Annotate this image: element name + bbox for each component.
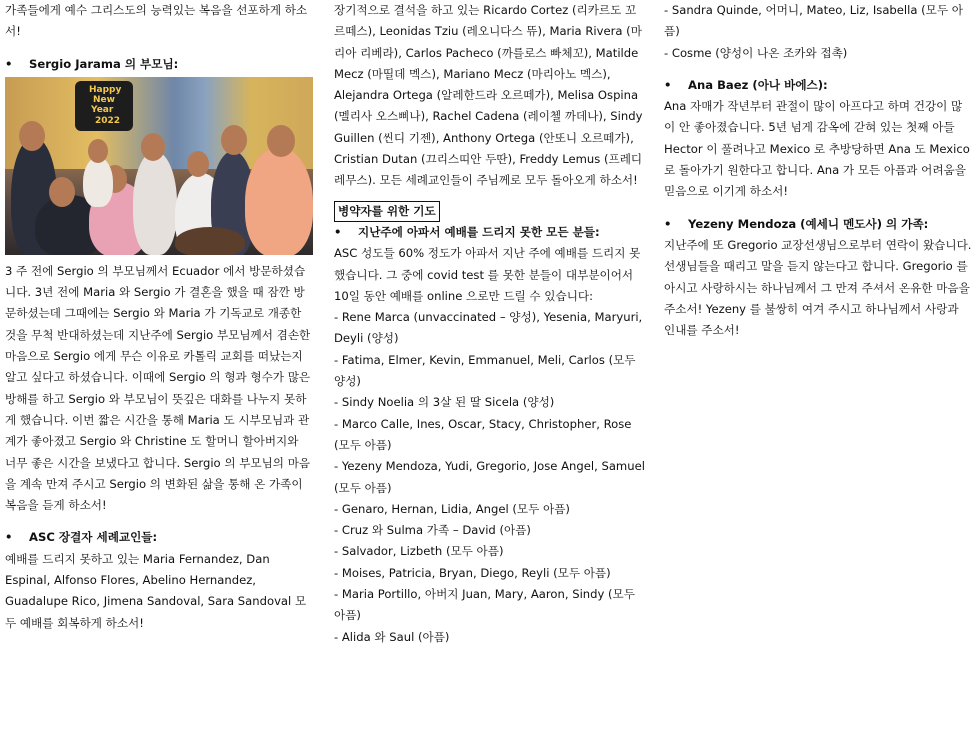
sick-list-item: - Marco Calle, Ines, Oscar, Stacy, Christopher, Rose (모두 아픔) — [334, 416, 632, 452]
asc-heading: • ASC 장결자 세례교인들: — [5, 527, 313, 548]
sick-list-item: - Genaro, Hernan, Lidia, Angel (모두 아픔) — [334, 501, 570, 516]
sergio-heading: • Sergio Jarama 의 부모님: — [5, 54, 313, 75]
family-photo — [5, 77, 313, 255]
yezeny-body: 지난주에 또 Gregorio 교장선생님으로부터 연락이 왔습니다. 선생님들을 때리고 말을 듣지 않는다고 합니다. Gregorio 를 아시고 사랑하시는 하나님께서 그 만져 주셔서 온유한 마음을 주소서! Yezeny 를 불쌍히 여겨 주시고 하나님께서 사랑과 인내를 주소서! — [664, 237, 972, 338]
banner-word-happy: Happy — [89, 84, 122, 95]
sick-prayer-heading: 병약자를 위한 기도 — [334, 201, 440, 222]
banner-word-year-number: 2022 — [95, 115, 121, 126]
sick-list-item: - Cruz 와 Sulma 가족 – David (아픔) — [334, 523, 531, 538]
column-middle — [334, 0, 646, 648]
sick-list-item: - Fatima, Elmer, Kevin, Emmanuel, Meli, Carlos (모두 양성) — [334, 352, 636, 389]
sick-heading: • 지난주에 아파서 예배를 드리지 못한 모든 분들: — [334, 222, 646, 243]
ana-body: Ana 자매가 작년부터 관절이 많이 아프다고 하며 건강이 많이 안 좋아졌습니다. 5년 넘게 감옥에 갇혀 있는 첫째 아들 Hector 이 풀려나고 Mexico 로 추방당하면 Ana 도 Mexico 로 돌아가기 원한다고 합니다. Ana 가 모든 아픔과 어려움을 믿음으로 이기게 하소서! — [664, 99, 970, 199]
sick-list-item: - Maria Portillo, 아버지 Juan, Mary, Aaron, Sindy (모두 아픔) — [334, 587, 635, 623]
column-right — [664, 0, 973, 341]
column-left — [5, 0, 313, 634]
sick-list-item: - Yezeny Mendoza, Yudi, Gregorio, Jose Angel, Samuel (모두 아픔) — [334, 459, 645, 495]
intro-text: 가족들에게 예수 그리스도의 능력있는 복음을 선포하게 하소서! — [5, 3, 308, 39]
new-year-banner — [75, 81, 133, 131]
asc-body: 예배를 드리지 못하고 있는 Maria Fernandez, Dan Espinal, Alfonso Flores, Abelino Hernandez, Guadalupe Rico, Jimena Sandoval, Sara Sandoval 모두 예배를 회복하게 하소서! — [5, 551, 307, 630]
banner-word-new: New — [93, 94, 115, 105]
sick-list-item: - Sandra Quinde, 어머니, Mateo, Liz, Isabella (모두 아픔) — [664, 3, 963, 39]
absent-members-text: 장기적으로 결석을 하고 있는 Ricardo Cortez (리카르도 꼬르떼스), Leonidas Tziu (레오니다스 뜌), Maria Rivera (마리아 리베라), Carlos Pacheco (까를로스 빠체꼬), Matilde Mecz (마띨데 멕스), Mariano Mecz (마리아노 멕스), Alejandra Ortega (알레한드라 오르떼가), Melisa Ospina (멜리사 오스삐나), Rachel Cadena (레이첼 까데나), Sindy Guillen (씬디 기젠), Anthony Ortega (안또니 오르떼가), Cristian Dutan (끄리스띠안 두딴), Freddy Lemus (프레디 레무스). 모든 세례교인들이 주님께로 모두 돌아오게 하소서! — [334, 3, 643, 188]
sick-body: ASC 성도들 60% 정도가 아파서 지난 주에 예배를 드리지 못했습니다. 그 중에 covid test 를 못한 분들이 대부분이어서 10일 동안 예배를 online 으로만 드릴 수 있습니다: — [334, 246, 641, 303]
banner-word-year: Year — [91, 104, 114, 115]
sick-list-item: - Cosme (양성이 나온 조카와 접촉) — [664, 45, 848, 60]
sick-list-item: - Rene Marca (unvaccinated – 양성), Yesenia, Maryuri, Deyli (양성) — [334, 310, 643, 346]
sick-list-item: - Alida 와 Saul (아픔) — [334, 629, 450, 644]
yezeny-heading: • Yezeny Mendoza (예세니 멘도사) 의 가족: — [664, 214, 973, 235]
sick-list-item: - Salvador, Lizbeth (모두 아픔) — [334, 544, 504, 559]
sick-list-item: - Moises, Patricia, Bryan, Diego, Reyli (모두 아픔) — [334, 565, 611, 580]
sick-list-item: - Sindy Noelia 의 3살 된 딸 Sicela (양성) — [334, 395, 555, 410]
ana-heading: • Ana Baez (아나 바에스): — [664, 75, 973, 96]
sergio-body: 3 주 전에 Sergio 의 부모님께서 Ecuador 에서 방문하셨습니다. 3년 전에 Maria 와 Sergio 가 결혼을 했을 때 잠깐 방문하셨는데 그때에는 Sergio 와 Maria 가 기독교로 개종한 것을 무척 반대하셨는데 지난주에 Sergio 부모님께서 겸손한 마음으로 Sergio 에게 무슨 이유로 카톨릭 교회를 떠났는지 알고 싶다고 하셨습니다. 이때에 Sergio 의 형과 형수가 많은 방해를 하고 Sergio 와 부모님이 뜻깊은 대화를 나누지 못하게 했습니다. 이번 짧은 시간을 통해 Maria 도 시부모님과 관계가 좋아졌고 Sergio 와 Christine 도 할머니 할아버지와 너무 좋은 시간을 보냈다고 합니다. Sergio 의 부모님의 마음을 계속 만져 주시고 Sergio 의 변화된 삶을 통해 온 가족이 복음을 듣게 하소서! — [5, 263, 311, 513]
